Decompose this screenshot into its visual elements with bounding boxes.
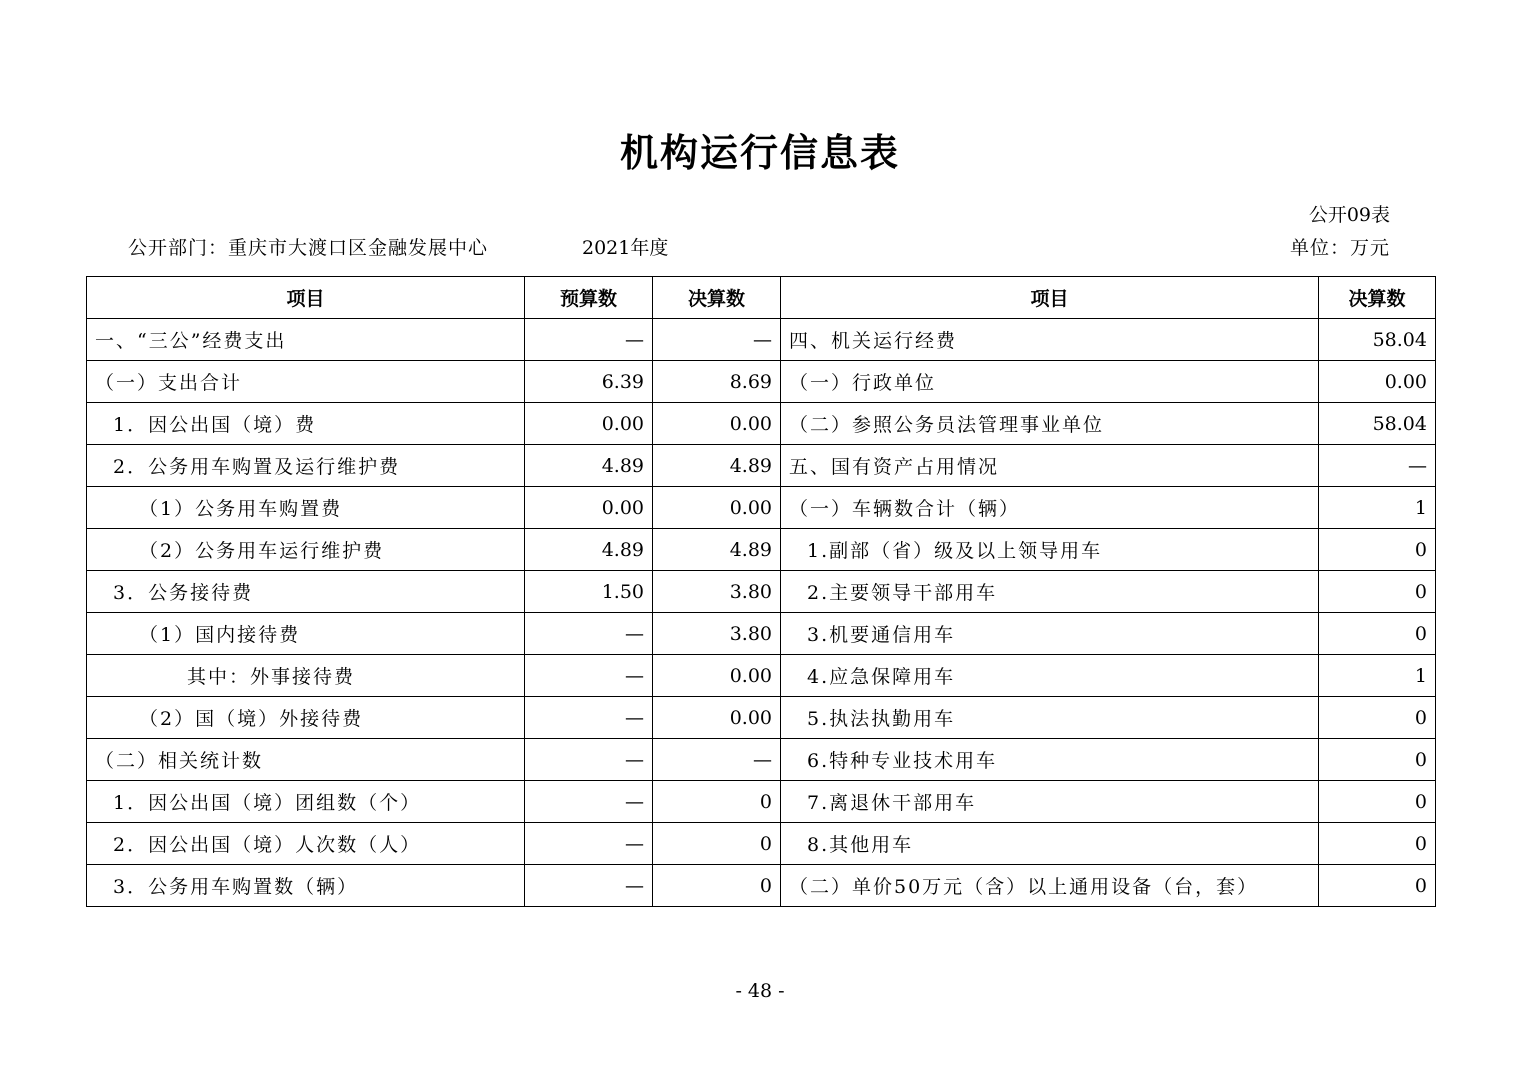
row-budget: 1.50 — [525, 571, 653, 613]
row-final-right: 58.04 — [1319, 319, 1436, 361]
row-item-left: 3．公务接待费 — [87, 571, 525, 613]
row-item-right: 五、国有资产占用情况 — [781, 445, 1319, 487]
row-item-right: 7.离退休干部用车 — [781, 781, 1319, 823]
table-row — [87, 319, 1436, 361]
row-item-left: 一、“三公”经费支出 — [87, 319, 525, 361]
row-item-right: 6.特种专业技术用车 — [781, 739, 1319, 781]
row-item-right: 1.副部（省）级及以上领导用车 — [781, 529, 1319, 571]
table-row — [87, 529, 1436, 571]
row-item-right: （一）车辆数合计（辆） — [781, 487, 1319, 529]
table-row — [87, 487, 1436, 529]
row-final: 4.89 — [653, 529, 781, 571]
row-budget: 4.89 — [525, 529, 653, 571]
row-final: — — [653, 739, 781, 781]
row-item-left: （1）公务用车购置费 — [87, 487, 525, 529]
row-item-right: 8.其他用车 — [781, 823, 1319, 865]
row-item-left: 1．因公出国（境）团组数（个） — [87, 781, 525, 823]
header-final-right: 决算数 — [1319, 277, 1436, 319]
row-final: — — [653, 319, 781, 361]
row-budget: 0.00 — [525, 403, 653, 445]
row-budget: — — [525, 655, 653, 697]
row-final-right: 0 — [1319, 697, 1436, 739]
info-table — [86, 276, 1436, 907]
row-budget: — — [525, 823, 653, 865]
table-row — [87, 445, 1436, 487]
table-row — [87, 361, 1436, 403]
row-final: 0.00 — [653, 697, 781, 739]
row-final: 3.80 — [653, 571, 781, 613]
row-item-right: 四、机关运行经费 — [781, 319, 1319, 361]
row-final-right: 58.04 — [1319, 403, 1436, 445]
row-final: 0.00 — [653, 487, 781, 529]
row-item-left: （2）国（境）外接待费 — [87, 697, 525, 739]
row-final-right: 0 — [1319, 613, 1436, 655]
row-item-right: 4.应急保障用车 — [781, 655, 1319, 697]
row-item-left: 3．公务用车购置数（辆） — [87, 865, 525, 907]
row-final: 0.00 — [653, 403, 781, 445]
row-final-right: — — [1319, 445, 1436, 487]
table-row — [87, 655, 1436, 697]
row-final-right: 1 — [1319, 487, 1436, 529]
row-item-left: （1）国内接待费 — [87, 613, 525, 655]
row-budget: — — [525, 865, 653, 907]
row-final: 4.89 — [653, 445, 781, 487]
row-item-left: 2．因公出国（境）人次数（人） — [87, 823, 525, 865]
table-row — [87, 403, 1436, 445]
row-budget: — — [525, 739, 653, 781]
unit-label: 单位：万元 — [1289, 237, 1390, 259]
table-row — [87, 739, 1436, 781]
row-final-right: 0 — [1319, 571, 1436, 613]
row-item-left: 2．公务用车购置及运行维护费 — [87, 445, 525, 487]
row-final-right: 0 — [1319, 823, 1436, 865]
row-item-right: 3.机要通信用车 — [781, 613, 1319, 655]
row-final: 0 — [653, 823, 781, 865]
table-number: 公开09表 — [1308, 204, 1390, 226]
row-budget: — — [525, 319, 653, 361]
table-row — [87, 697, 1436, 739]
row-final: 0 — [653, 865, 781, 907]
table-row — [87, 781, 1436, 823]
page-number: - 48 - — [735, 980, 785, 1002]
page-title: 机构运行信息表 — [619, 131, 900, 175]
row-budget: 4.89 — [525, 445, 653, 487]
row-final: 3.80 — [653, 613, 781, 655]
row-budget: — — [525, 697, 653, 739]
header-final-left: 决算数 — [653, 277, 781, 319]
row-final: 0 — [653, 781, 781, 823]
header-item-right: 项目 — [781, 277, 1319, 319]
table-row — [87, 865, 1436, 907]
row-budget: — — [525, 613, 653, 655]
row-item-right: 5.执法执勤用车 — [781, 697, 1319, 739]
row-final-right: 0 — [1319, 529, 1436, 571]
row-final: 0.00 — [653, 655, 781, 697]
row-item-right: （一）行政单位 — [781, 361, 1319, 403]
row-final-right: 0 — [1319, 739, 1436, 781]
row-item-left: 其中：外事接待费 — [87, 655, 525, 697]
row-item-right: （二）单价50万元（含）以上通用设备（台，套） — [781, 865, 1319, 907]
table-header-row — [87, 277, 1436, 319]
row-item-left: （2）公务用车运行维护费 — [87, 529, 525, 571]
table-row — [87, 571, 1436, 613]
row-item-left: （一）支出合计 — [87, 361, 525, 403]
row-item-left: 1．因公出国（境）费 — [87, 403, 525, 445]
department-label: 公开部门：重庆市大渡口区金融发展中心 — [128, 237, 489, 259]
year-label: 2021年度 — [582, 237, 669, 259]
row-budget: 6.39 — [525, 361, 653, 403]
row-final: 8.69 — [653, 361, 781, 403]
row-final-right: 0 — [1319, 865, 1436, 907]
row-item-left: （二）相关统计数 — [87, 739, 525, 781]
row-final-right: 0.00 — [1319, 361, 1436, 403]
row-budget: — — [525, 781, 653, 823]
header-item-left: 项目 — [87, 277, 525, 319]
row-item-right: （二）参照公务员法管理事业单位 — [781, 403, 1319, 445]
table-row — [87, 613, 1436, 655]
row-final-right: 0 — [1319, 781, 1436, 823]
table-row — [87, 823, 1436, 865]
header-budget: 预算数 — [525, 277, 653, 319]
row-final-right: 1 — [1319, 655, 1436, 697]
row-item-right: 2.主要领导干部用车 — [781, 571, 1319, 613]
row-budget: 0.00 — [525, 487, 653, 529]
